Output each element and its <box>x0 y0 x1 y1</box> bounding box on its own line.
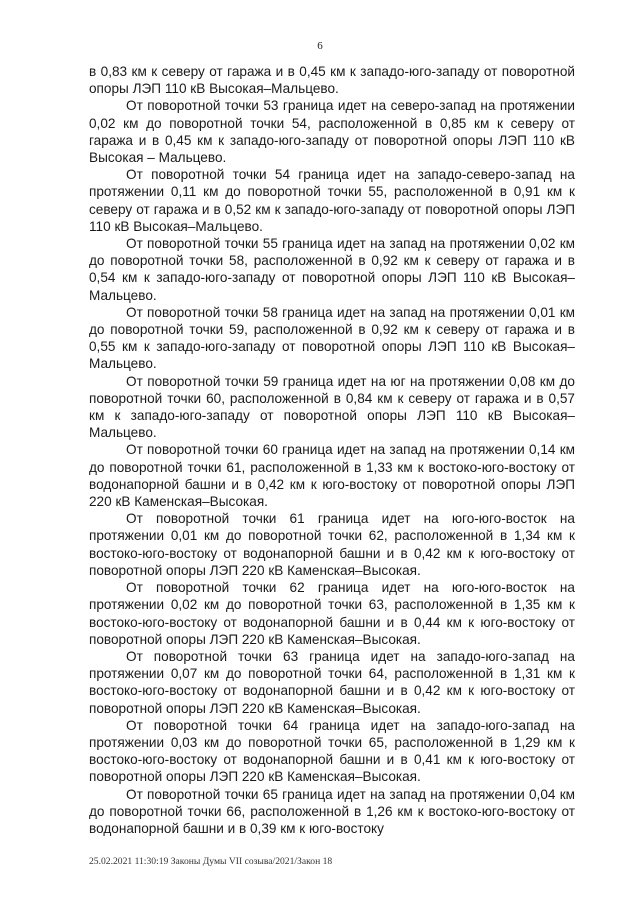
paragraph: От поворотной точки 63 граница идет на западо-юго-запад на протяжении 0,07 км до поворотной точки 64, расположенной в 1,31 км к востоко-юго-востоку от водонапорной башни и в 0,42 км к юго-востоку от поворотной опоры ЛЭП 220 кВ Каменская–Высокая. <box>89 648 575 716</box>
paragraph: От поворотной точки 61 граница идет на юго-юго-восток на протяжении 0,01 км до поворотной точки 62, расположенной в 1,34 км к востоко-юго-востоку от водонапорной башни и в 0,42 км к юго-востоку от поворотной опоры ЛЭП 220 кВ Каменская–Высокая. <box>89 511 575 578</box>
document-footer: 25.02.2021 11:30:19 Законы Думы VII созыва/2021/Закон 18 <box>89 856 333 867</box>
paragraph: в 0,83 км к северу от гаража и в 0,45 км к западо-юго-западу от поворотной опоры ЛЭП 110 кВ Высокая–Мальцево. <box>89 64 575 97</box>
paragraph: От поворотной точки 64 граница идет на западо-юго-запад на протяжении 0,03 км до поворотной точки 65, расположенной в 1,29 км к востоко-юго-востоку от водонапорной башни и в 0,41 км к юго-востоку от поворотной опоры ЛЭП 220 кВ Каменская–Высокая. <box>89 717 575 785</box>
paragraph: От поворотной точки 59 граница идет на юг на протяжении 0,08 км до поворотной точки 60, расположенной в 0,84 км к северу от гаража и в 0,57 км к западо-юго-западу от поворотной опоры ЛЭП 110 кВ Высокая–Мальцево. <box>89 373 575 441</box>
document-body <box>89 63 575 837</box>
paragraph: От поворотной точки 54 граница идет на западо-северо-запад на протяжении 0,11 км до поворотной точки 55, расположенной в 0,91 км к северу от гаража и в 0,52 км к западо-юго-западу от поворотной опоры ЛЭП 110 кВ Высокая–Мальцево. <box>89 167 575 234</box>
paragraph: От поворотной точки 58 граница идет на запад на протяжении 0,01 км до поворотной точки 59, расположенной в 0,92 км к северу от гаража и в 0,55 км к западо-юго-западу от поворотной опоры ЛЭП 110 кВ Высокая–Мальцево. <box>89 304 575 372</box>
paragraph: От поворотной точки 62 граница идет на юго-юго-восток на протяжении 0,02 км до поворотной точки 63, расположенной в 1,35 км к востоко-юго-востоку от водонапорной башни и в 0,44 км к юго-востоку от поворотной опоры ЛЭП 220 кВ Каменская–Высокая. <box>89 580 575 647</box>
paragraph: От поворотной точки 60 граница идет на запад на протяжении 0,14 км до поворотной точки 61, расположенной в 1,33 км к востоко-юго-востоку от водонапорной башни и в 0,42 км к юго-востоку от поворотной опоры ЛЭП 220 кВ Каменская–Высокая. <box>89 442 575 510</box>
paragraph: От поворотной точки 53 граница идет на северо-запад на протяжении 0,02 км до поворотной точки 54, расположенной в 0,85 км к северу от гаража и в 0,45 км к западо-юго-западу от поворотной опоры ЛЭП 110 кВ Высокая – Мальцево. <box>89 98 575 166</box>
paragraph: От поворотной точки 55 граница идет на запад на протяжении 0,02 км до поворотной точки 58, расположенной в 0,92 км к северу от гаража и в 0,54 км к западо-юго-западу от поворотной опоры ЛЭП 110 кВ Высокая–Мальцево. <box>89 236 575 303</box>
page-number: 6 <box>317 40 323 52</box>
paragraph: От поворотной точки 65 граница идет на запад на протяжении 0,04 км до поворотной точки 66, расположенной в 1,26 км к востоко-юго-востоку от водонапорной башни и в 0,39 км к юго-востоку <box>89 786 575 836</box>
